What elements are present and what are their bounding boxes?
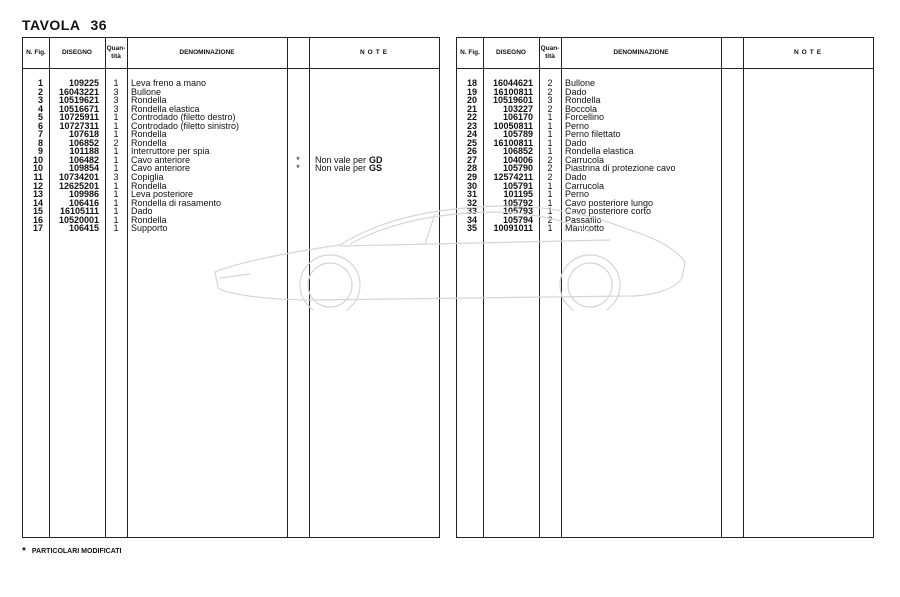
fig-number: 28 xyxy=(466,163,477,174)
part-number: 16100811 xyxy=(493,137,533,148)
quantity: 2 xyxy=(547,172,553,183)
fig-number: 22 xyxy=(466,112,477,123)
description: Dado xyxy=(565,137,587,148)
description: Dado xyxy=(565,86,587,97)
quantity: 1 xyxy=(547,206,553,217)
parts-table-right xyxy=(456,37,874,538)
quantity: 1 xyxy=(113,206,119,217)
part-number: 16105111 xyxy=(59,206,99,217)
quantity: 1 xyxy=(113,154,119,165)
description: Cavo posteriore corto xyxy=(565,206,652,217)
note-marker: * xyxy=(296,154,300,165)
description: Perno filettato xyxy=(565,129,621,140)
description: Rondella xyxy=(131,95,167,106)
part-number: 10734201 xyxy=(58,172,99,183)
quantity: 2 xyxy=(547,103,553,114)
quantity: 2 xyxy=(113,137,119,148)
note-text xyxy=(315,207,318,216)
description: Carrucola xyxy=(565,154,605,165)
description: Supporto xyxy=(131,223,168,234)
fig-number: 14 xyxy=(32,197,43,208)
description: Rondella xyxy=(565,95,601,106)
part-number: 10725911 xyxy=(59,112,99,123)
description: Copiglia xyxy=(131,172,164,183)
part-number: 106170 xyxy=(502,112,533,123)
note-text xyxy=(315,164,382,173)
fig-number: 1 xyxy=(37,78,43,88)
part-number: 106482 xyxy=(68,154,99,165)
fig-number: 16 xyxy=(32,214,43,225)
description: Rondella elastica xyxy=(131,103,200,114)
fig-number: 29 xyxy=(466,172,477,183)
note-text xyxy=(315,130,318,139)
fig-number: 13 xyxy=(32,189,43,200)
note-text xyxy=(315,139,318,148)
part-number: 105792 xyxy=(502,197,533,208)
fig-number: 27 xyxy=(466,154,477,165)
fig-number: 18 xyxy=(466,78,477,88)
part-number: 16044621 xyxy=(492,78,533,88)
description: Rondella xyxy=(131,129,167,140)
fig-number: 6 xyxy=(37,120,43,131)
note-text xyxy=(315,88,318,97)
fig-number: 35 xyxy=(466,223,477,234)
quantity: 1 xyxy=(547,197,553,208)
quantity: 3 xyxy=(113,95,119,106)
quantity: 1 xyxy=(547,137,553,148)
tavola-number: 36 xyxy=(90,17,108,33)
quantity: 1 xyxy=(547,112,553,123)
note-prefix: Non vale per xyxy=(315,154,367,165)
parts-list-right xyxy=(457,79,873,233)
quantity: 1 xyxy=(113,180,119,191)
description: Perno xyxy=(565,189,590,200)
fig-number: 25 xyxy=(466,137,477,148)
part-number: 104006 xyxy=(502,154,533,165)
part-number: 12625201 xyxy=(58,180,99,191)
description: Dado xyxy=(565,172,587,183)
note-text xyxy=(315,190,318,199)
footnote xyxy=(22,546,121,557)
tavola-label: TAVOLA xyxy=(22,17,81,33)
note-text xyxy=(315,96,318,105)
description: Leva posteriore xyxy=(131,189,194,200)
note-text xyxy=(315,182,318,191)
description: Controdado (filetto destro) xyxy=(131,112,236,123)
description: Rondella elastica xyxy=(565,146,634,157)
header-note: NOTE xyxy=(359,49,391,57)
description: Rondella di rasamento xyxy=(131,197,222,208)
part-number: 107618 xyxy=(68,129,99,140)
note-text xyxy=(315,105,318,114)
header-denominazione: DENOMINAZIONE xyxy=(179,49,235,57)
quantity: 1 xyxy=(113,163,119,174)
quantity: 1 xyxy=(113,120,119,131)
quantity: 1 xyxy=(547,223,553,234)
description: Rondella xyxy=(131,214,167,225)
part-number: 109986 xyxy=(68,189,99,200)
part-number: 105790 xyxy=(502,163,533,174)
description: Dado xyxy=(131,206,153,217)
fig-number: 2 xyxy=(37,86,43,97)
quantity: 1 xyxy=(547,120,553,131)
note-text xyxy=(315,224,318,233)
note-prefix: Non vale per xyxy=(315,163,367,174)
quantity: 1 xyxy=(547,129,553,140)
quantity: 1 xyxy=(113,146,119,157)
parts-table-left xyxy=(22,37,440,538)
description: Cavo posteriore lungo xyxy=(565,197,654,208)
quantity: 3 xyxy=(547,95,553,106)
description: Forcellino xyxy=(565,112,605,123)
note-text xyxy=(315,216,318,225)
description: Perno xyxy=(565,120,590,131)
description: Piastrina di protezione cavo xyxy=(565,163,676,174)
fig-number: 3 xyxy=(37,95,43,106)
header-disegno: DISEGNO xyxy=(496,49,526,57)
fig-number: 32 xyxy=(466,197,477,208)
quantity: 1 xyxy=(547,180,553,191)
part-number: 109225 xyxy=(68,78,99,88)
fig-number: 7 xyxy=(37,129,43,140)
quantity: 1 xyxy=(113,223,119,234)
header-disegno: DISEGNO xyxy=(62,49,92,57)
quantity: 2 xyxy=(547,154,553,165)
description: Manicotto xyxy=(565,223,605,234)
header-fig: N. Fig. xyxy=(460,49,480,57)
header-denominazione: DENOMINAZIONE xyxy=(613,49,669,57)
part-number: 105791 xyxy=(502,180,533,191)
table-row xyxy=(457,224,873,233)
table-row xyxy=(23,224,439,233)
fig-number: 15 xyxy=(32,206,43,217)
quantity: 2 xyxy=(547,214,553,225)
quantity: 2 xyxy=(547,78,553,88)
part-number: 101195 xyxy=(503,189,533,200)
page-title xyxy=(22,17,107,33)
parts-list-left xyxy=(23,79,439,233)
fig-number: 34 xyxy=(466,214,477,225)
note-model: GD xyxy=(369,154,383,165)
quantity: 3 xyxy=(113,172,119,183)
part-number: 105793 xyxy=(502,206,533,217)
fig-number: 11 xyxy=(33,172,43,183)
fig-number: 24 xyxy=(466,129,477,140)
fig-number: 9 xyxy=(37,146,43,157)
header-note: NOTE xyxy=(793,49,825,57)
fig-number: 21 xyxy=(466,103,477,114)
quantity: 2 xyxy=(547,163,553,174)
part-number: 16043221 xyxy=(58,86,99,97)
note-text xyxy=(315,79,318,88)
quantity: 1 xyxy=(113,189,119,200)
footnote-text: PARTICOLARI MODIFICATI xyxy=(31,548,122,555)
note-text xyxy=(315,122,318,131)
quantity: 1 xyxy=(113,197,119,208)
quantity: 1 xyxy=(547,189,553,200)
part-number: 103227 xyxy=(502,103,533,114)
fig-number: 8 xyxy=(37,137,43,148)
description: Passafilo xyxy=(565,214,602,225)
part-number: 12574211 xyxy=(493,172,533,183)
description: Cavo anteriore xyxy=(131,154,191,165)
quantity: 1 xyxy=(547,146,553,157)
description: Bullone xyxy=(565,78,596,88)
header-fig: N. Fig. xyxy=(26,49,46,57)
part-number: 105794 xyxy=(502,214,533,225)
note-marker: * xyxy=(296,163,300,174)
description: Boccola xyxy=(565,103,598,114)
description: Cavo anteriore xyxy=(131,163,191,174)
part-number: 106852 xyxy=(68,137,99,148)
fig-number: 19 xyxy=(466,86,477,97)
fig-number: 12 xyxy=(32,180,43,191)
quantity: 2 xyxy=(547,86,553,97)
description: Interruttore per spia xyxy=(131,146,210,157)
quantity: 3 xyxy=(113,103,119,114)
fig-number: 20 xyxy=(466,95,477,106)
description: Bullone xyxy=(131,86,162,97)
header-quantita: Quan-tità xyxy=(106,45,126,60)
quantity: 1 xyxy=(113,129,119,140)
description: Rondella xyxy=(131,180,167,191)
part-number: 106415 xyxy=(68,223,99,234)
fig-number: 10 xyxy=(32,154,43,165)
part-number: 10519601 xyxy=(492,95,533,106)
fig-number: 5 xyxy=(37,112,43,123)
description: Leva freno a mano xyxy=(131,78,207,88)
part-number: 105789 xyxy=(502,129,533,140)
note-model: GS xyxy=(369,163,383,174)
part-number: 10519621 xyxy=(58,95,99,106)
part-number: 10520001 xyxy=(58,214,99,225)
part-number: 10091011 xyxy=(493,223,533,234)
fig-number: 26 xyxy=(466,146,477,157)
part-number: 106852 xyxy=(502,146,533,157)
part-number: 10727311 xyxy=(59,120,99,131)
part-number: 101188 xyxy=(69,146,99,157)
note-text xyxy=(315,113,318,122)
part-number: 106416 xyxy=(68,197,99,208)
note-text xyxy=(315,199,318,208)
quantity: 1 xyxy=(113,112,119,123)
fig-number: 17 xyxy=(32,223,43,234)
part-number: 10050811 xyxy=(493,120,533,131)
description: Carrucola xyxy=(565,180,605,191)
fig-number: 30 xyxy=(466,180,477,191)
fig-number: 33 xyxy=(466,206,477,217)
quantity: 1 xyxy=(113,78,119,88)
note-text xyxy=(315,173,318,182)
description: Rondella xyxy=(131,137,167,148)
fig-number: 31 xyxy=(466,189,477,200)
quantity: 3 xyxy=(113,86,119,97)
fig-number: 4 xyxy=(37,103,43,114)
header-quantita: Quan-tità xyxy=(540,45,560,60)
fig-number: 10 xyxy=(32,163,43,174)
part-number: 109854 xyxy=(68,163,99,174)
asterisk-icon: * xyxy=(22,546,26,557)
fig-number: 23 xyxy=(466,120,477,131)
quantity: 1 xyxy=(113,214,119,225)
part-number: 16100811 xyxy=(493,86,533,97)
part-number: 10516671 xyxy=(58,103,99,114)
description: Controdado (filetto sinistro) xyxy=(131,120,240,131)
